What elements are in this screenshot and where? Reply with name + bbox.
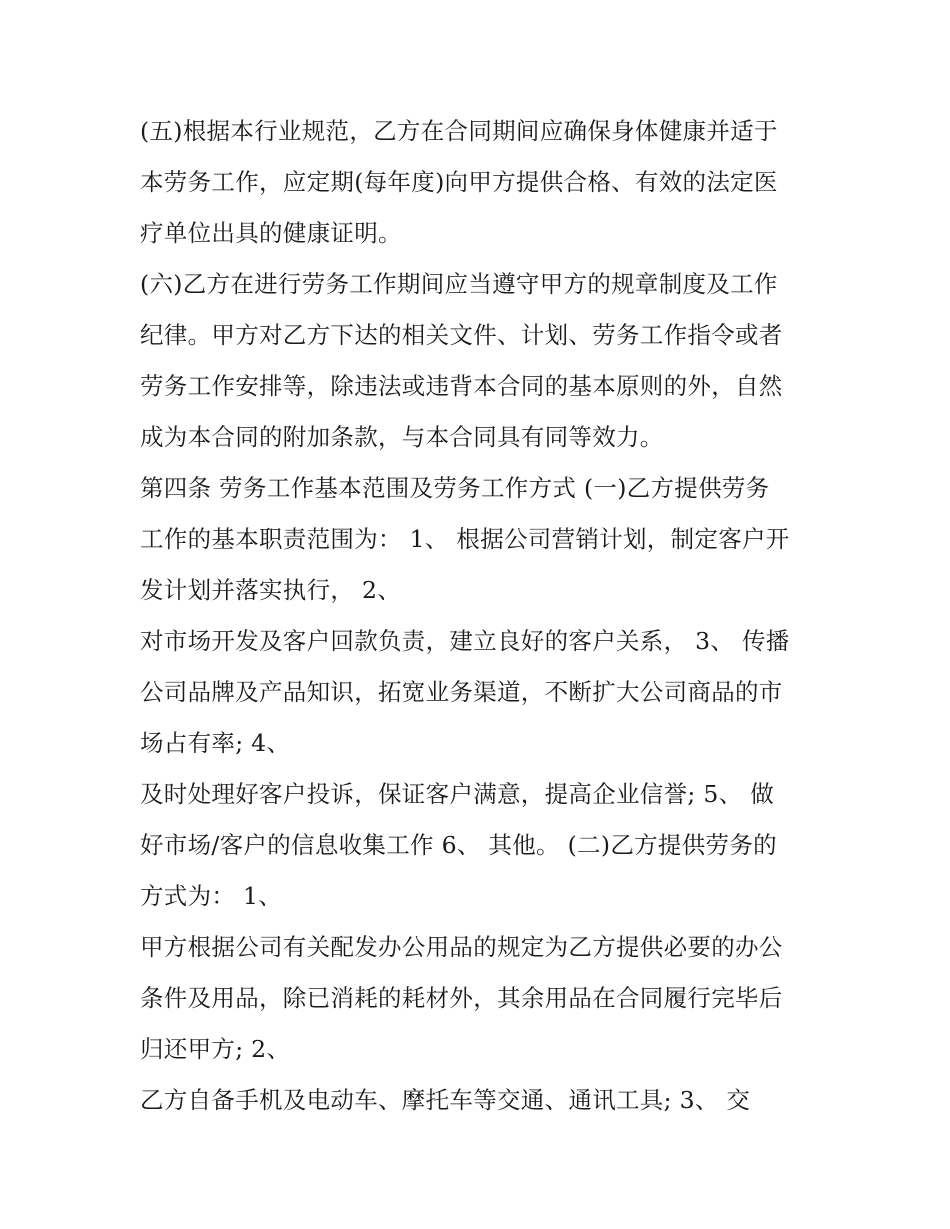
text-line: 成为本合同的附加条款，与本合同具有同等效力。 bbox=[140, 423, 664, 451]
document-body bbox=[140, 106, 820, 1126]
text-line: 公司品牌及产品知识，拓宽业务渠道，不断扩大公司商品的市 bbox=[140, 678, 783, 706]
text-line: 条件及用品，除已消耗的耗材外，其余用品在合同履行完毕后 bbox=[140, 984, 783, 1012]
text-line: 好市场/客户的信息收集工作 6、 其他。 (二)乙方提供劳务的 bbox=[140, 831, 777, 859]
text-line: (六)乙方在进行劳务工作期间应当遵守甲方的规章制度及工作 bbox=[140, 270, 778, 298]
text-line: 及时处理好客户投诉，保证客户满意，提高企业信誉; 5、 做 bbox=[140, 780, 775, 808]
text-line: 疗单位出具的健康证明。 bbox=[140, 219, 402, 247]
text-line: 劳务工作安排等，除违法或违背本合同的基本原则的外，自然 bbox=[140, 372, 783, 400]
text-line: 纪律。甲方对乙方下达的相关文件、计划、劳务工作指令或者 bbox=[140, 321, 783, 349]
text-line: 场占有率; 4、 bbox=[140, 729, 291, 757]
text-line: 归还甲方; 2、 bbox=[140, 1035, 291, 1063]
text-line: 工作的基本职责范围为： 1、 根据公司营销计划，制定客户开 bbox=[140, 525, 790, 553]
text-line: 对市场开发及客户回款负责，建立良好的客户关系， 3、 传播 bbox=[140, 627, 790, 655]
text-line: 发计划并落实执行， 2、 bbox=[140, 576, 402, 604]
text-line: 乙方自备手机及电动车、摩托车等交通、通讯工具; 3、 交 bbox=[140, 1086, 751, 1114]
text-line: 本劳务工作，应定期(每年度)向甲方提供合格、有效的法定医 bbox=[140, 168, 778, 196]
text-line: 第四条 劳务工作基本范围及劳务工作方式 (一)乙方提供劳务 bbox=[140, 474, 770, 502]
text-line: (五)根据本行业规范，乙方在合同期间应确保身体健康并适于 bbox=[140, 117, 778, 145]
text-line: 方式为： 1、 bbox=[140, 882, 283, 910]
text-line: 甲方根据公司有关配发办公用品的规定为乙方提供必要的办公 bbox=[140, 933, 783, 961]
